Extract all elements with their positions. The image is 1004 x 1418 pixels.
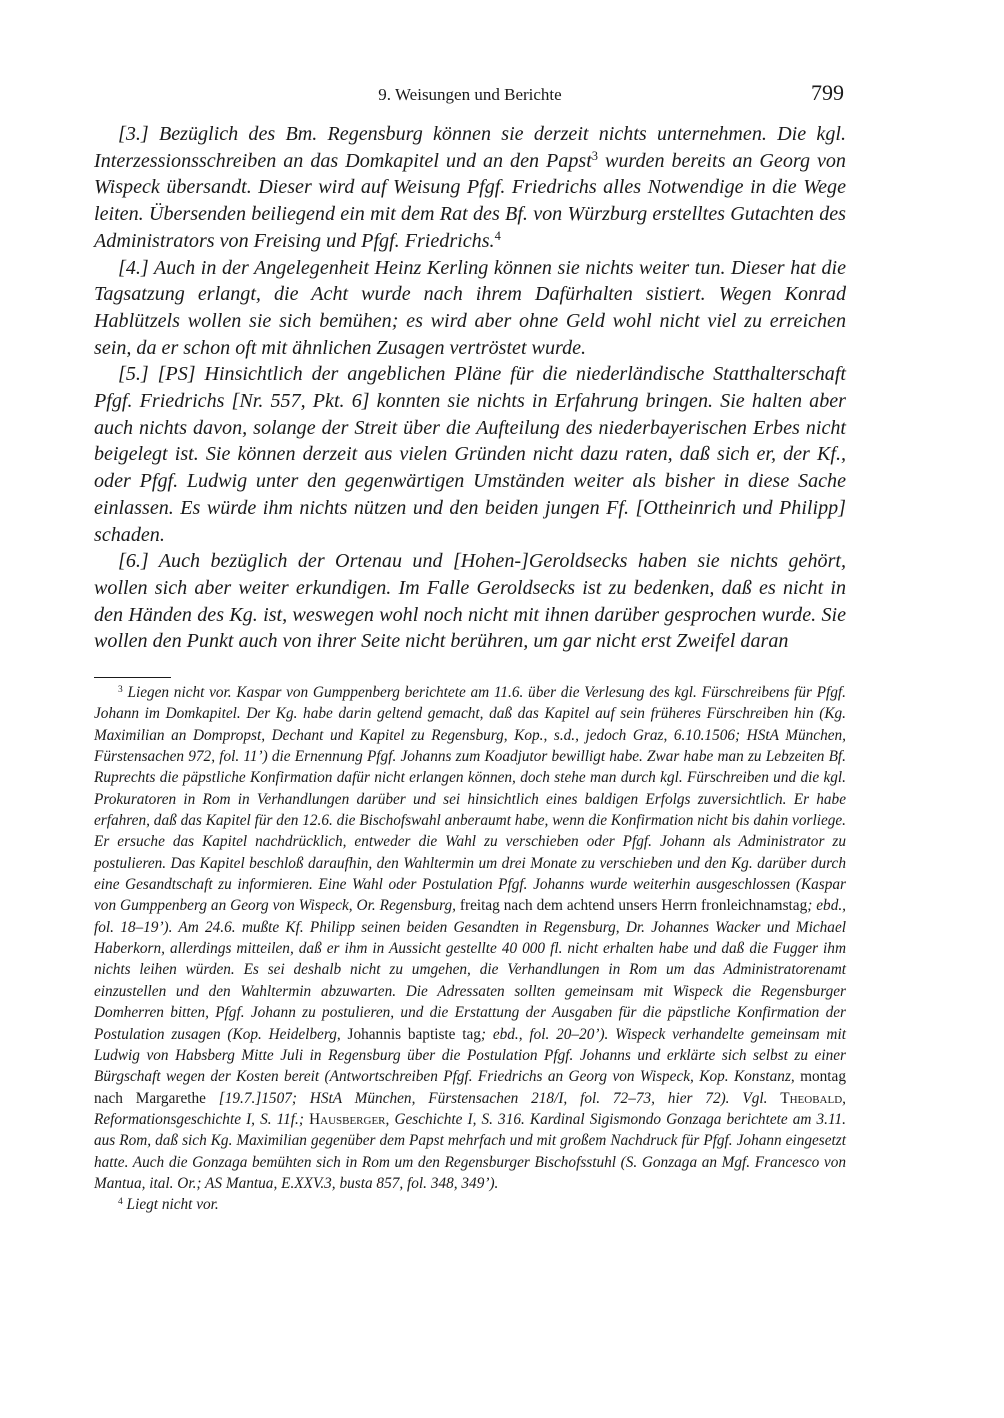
- footnote-3-author-theobald: Theobald: [780, 1089, 843, 1107]
- paragraph-4: [4.] Auch in der Angelegenheit Heinz Kerling können sie nichts weiter tun. Dieser hat die Tagsatzung erlangt, die Acht wurde nach ihrem Dafürhalten sistiert. Wegen Konrad Hablützels wollen sie sich bemühen; es wird aber ohne Geld wohl nicht viel zu erreichen sein, da er schon oft mit ähnlichen Zusagen vertröstet wurde.: [94, 256, 846, 359]
- footnote-3-text-c: ; ebd., fol. 18–19’). Am 24.6. mußte Kf. Philipp seinen beiden Gesandten in Regensburg, Dr. Johannes Wacker und Michael Haberkorn, allerdings mitteilen, daß er ihm in Aussicht gestellte 40 000 fl. nicht erhalten habe und daß die Fugger ihm nichts leihen würden. Es sei deshalb nicht zu umgehen, die Verhandlungen in Rom um das Administratorenamt einzustellen und den Wahltermin abzuwarten. Die Adressaten sollten gemeinsam mit Wispeck die Regensburger Domherren bitten, Pfgf. Johann zu postulieren, und die Erstattung der Ausgaben für die päpstliche Konfirmation der Postulation zusagen (Kop. Heidelberg,: [94, 897, 846, 1043]
- footnote-3-text-i: , Geschichte I, S. 316. Kardinal Sigismondo Gonzaga berichtete am 3.11. aus Rom, daß sich Kg. Maximilian gegenüber dem Papst mehrfach und mit großem Nachdruck für Pfgf. Johann eingesetzt hatte. Auch die Gonzaga bemühten sich in Rom um den Regensburger Bischofsstuhl (S. Gonzaga an Mgf. Francesco von Mantua, ital. Or.; AS Mantua, E.XXV.3, busta 857, fol. 348, 349’).: [94, 1110, 846, 1192]
- footnote-3: [94, 682, 846, 1194]
- paragraph-3-text: [3.] Bezüglich des Bm. Regensburg können sie derzeit nichts unternehmen. Die kgl. Interzessionsschreiben an das Domkapitel und an den Papst: [94, 123, 846, 172]
- paragraph-3: [94, 121, 846, 255]
- main-text: [94, 121, 846, 655]
- footnote-3-text-g: [19.7.]1507; HStA München, Fürstensachen 218/I, fol. 72–73, hier 72). Vgl.: [205, 1089, 781, 1107]
- footnote-3-text-e: ; ebd., fol. 20–20’). Wispeck verhandelte gemeinsam mit Ludwig von Habsberg Mitte Juli in Regensburg über die Postulation Pfgf. Johanns und erklärte sich selbst zu einer Bürgschaft wegen der Kosten bereit (Antwortschreiben Pfgf. Friedrichs an Georg von Wispeck, Kop. Konstanz,: [94, 1025, 846, 1086]
- footnote-4-text: Liegt nicht vor.: [122, 1196, 219, 1214]
- footnote-3-quote-2: Johannis baptiste tag: [347, 1025, 481, 1043]
- footnote-ref-3[interactable]: 3: [591, 148, 599, 163]
- footnote-3-text-a: Liegen nicht vor. Kaspar von Gumppenberg berichtete am 11.6. über die Verlesung des kgl. Fürschreibens für Pfgf. Johann im Domkapitel. Der Kg. habe darin geltend gemacht, daß das Kapitel auf sein früheres Fürschreiben hin (Kg. Maximilian an Dompropst, Dechant und Kapitel zu Regensburg, Kop., s.d., jedoch Graz, 6.10.1506; HStA München, Fürstensachen 972, fol. 11’) die Ernennung Pfgf. Johanns zum Koadjutor bewilligt habe. Zwar habe man zu Lebzeiten Bf. Ruprechts die päpstliche Konfirmation dafür nicht erlangen können, doch stehe man durch kgl. Fürschreiben und die kgl. Prokuratoren in Rom in Verhandlungen darüber und sei hinsichtlich eines baldigen Erfolgs zuversichtlich. Er habe erfahren, daß das Kapitel für den 12.6. die Bischofswahl anberaumt habe, wenn die Konfirmation nicht bis dahin vorliege. Er ersuche das Kapitel nachdrücklich, entweder die Wahl zu verschieben oder Pfgf. Johann als Administrator zu postulieren. Das Kapitel beschloß daraufhin, den Wahltermin um drei Monate zu verschieben und den Kg. darüber durch eine Gesandtschaft zu informieren. Eine Wahl oder Postulation Pfgf. Johanns wurde weiterhin ausgeschlossen (Kaspar von Gumppenberg an Georg von Wispeck, Or. Regensburg,: [94, 684, 846, 915]
- footnote-separator: [94, 677, 171, 678]
- footnotes: [94, 682, 846, 1216]
- footnote-4: [94, 1194, 846, 1215]
- running-head: [94, 80, 846, 110]
- footnote-4-mark: 4: [118, 1197, 123, 1208]
- footnote-3-quote-3: montag nach Margarethe: [94, 1068, 846, 1107]
- page-number: 799: [811, 80, 844, 105]
- running-title: 9. Weisungen und Berichte: [378, 85, 562, 104]
- footnote-3-author-hausberger: Hausberger: [309, 1110, 386, 1128]
- paragraph-5: [5.] [PS] Hinsichtlich der angeblichen Pläne für die niederländische Statthalterschaft Pfgf. Friedrichs [Nr. 557, Pkt. 6] konnten sie nichts in Erfahrung bringen. Sie halten aber auch nichts davon, solange der Streit über die Aufteilung des niederbayerischen Erbes nicht beigelegt ist. Sie können derzeit aus vielen Gründen nicht dazu raten, daß sich er, der Kf., oder Pfgf. Ludwig unter den gegenwärtigen Umständen weiter als bisher in diese Sache einlassen. Es würde ihm nichts nützen und den beiden jungen Ff. [Ottheinrich und Philipp] schaden.: [94, 363, 846, 546]
- footnote-ref-4[interactable]: 4: [494, 228, 501, 243]
- footnote-3-mark: 3: [118, 684, 123, 695]
- paragraph-3-text-cont: wurden bereits an Georg von Wispeck übersandt. Dieser wird auf Weisung Pfgf. Friedrichs alles Notwendige in die Wege leiten. Übersenden beiliegend ein mit dem Rat des Bf. von Würzburg erstelltes Gutachten des Administrators von Freising und Pfgf. Friedrichs.: [94, 149, 846, 252]
- paragraph-6: [6.] Auch bezüglich der Ortenau und [Hohen-]Geroldsecks haben sie nichts gehört, wollen sich aber weiter erkundigen. Im Falle Geroldsecks ist zu bedenken, daß es nicht in den Händen des Kg. ist, weswegen wohl noch nicht mit ihnen darüber gesprochen wurde. Sie wollen den Punkt auch von ihrer Seite nicht berühren, um gar nicht erst Zweifel daran: [94, 550, 846, 653]
- footnote-3-text-h: , Reformationsgeschichte I, S. 11f.;: [94, 1089, 846, 1128]
- footnote-3-quote-1: freitag nach dem achtend unsers Herrn fronleichnamstag: [459, 897, 808, 915]
